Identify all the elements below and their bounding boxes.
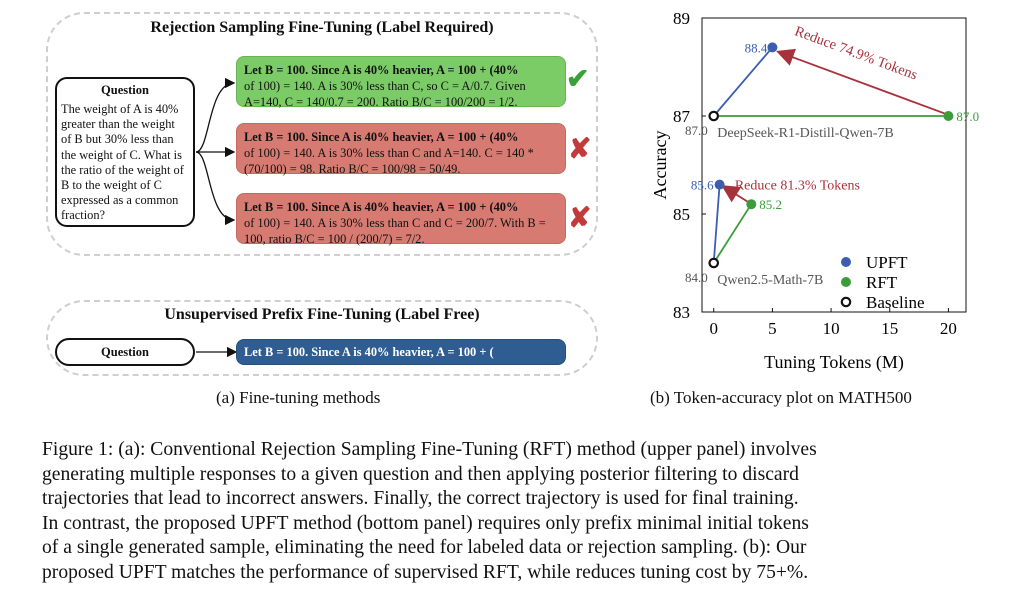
upft-arrow: [194, 344, 240, 360]
series-line: [714, 204, 752, 263]
check-icon: ✔: [566, 64, 590, 95]
panel-b-caption: (b) Token-accuracy plot on MATH500: [650, 388, 912, 407]
question-title: Question: [101, 83, 149, 97]
legend-marker: [842, 298, 850, 306]
series-line: [714, 185, 720, 263]
data-label: 85.6: [690, 177, 714, 193]
y-tick-label: 85: [673, 205, 690, 224]
x-tick-label: 20: [939, 319, 957, 338]
branch-arrows: [190, 60, 240, 250]
y-tick-label: 83: [673, 303, 690, 322]
legend-marker: [841, 257, 851, 267]
upft-panel-title: Unsupervised Prefix Fine-Tuning (Label Free): [164, 306, 480, 323]
x-tick-label: 5: [768, 319, 777, 338]
model-label: Qwen2.5-Math-7B: [717, 273, 824, 289]
rft-response-wrong-1: Let B = 100. Since A is 40% heavier, A = 100 + (40% of 100) = 140. A is 30% less than C and A=140. C = 140 * (70/100) = 98. Ratio B/C = 100/98 = 50/49.: [236, 123, 566, 174]
x-tick-label: 0: [709, 319, 718, 338]
data-label: 87.0: [684, 123, 708, 138]
y-axis-label: Accuracy: [650, 130, 670, 200]
data-label: 84.0: [684, 270, 708, 285]
annotation-label: Reduce 81.3% Tokens: [734, 178, 860, 194]
upft-response: Let B = 100. Since A is 40% heavier, A = 100 + (: [236, 339, 566, 365]
data-label: 85.2: [759, 197, 783, 213]
y-tick-label: 89: [673, 9, 690, 28]
cross-icon: ✘: [568, 134, 592, 165]
annotation-label: Reduce 74.9% Tokens: [792, 23, 920, 84]
rft-response-correct: Let B = 100. Since A is 40% heavier, A = 100 + (40% of 100) = 140. A is 30% less than C, so C = A/0.7. Given A=140, C = 140/0.7 = 200. Ratio B/C = 100/200 = 1/2.: [236, 56, 566, 107]
rft-question-box: [55, 77, 195, 227]
figure-caption: Figure 1: (a): Conventional Rejection Sampling Fine-Tuning (RFT) method (upper panel) involves generating multiple responses to a given question and then applying posterior filtering to discard trajectories that lead to incorrect answers. Finally, the correct trajectory is used for final training. In contrast, the proposed UPFT method (bottom panel) requires only prefix minimal initial tokens of a single generated sample, eliminating the need for labeled data or rejection sampling. (b): Our proposed UPFT matches the performance of supervised RFT, while reduces tuning cost by 75+%.: [42, 439, 817, 583]
rft-response-wrong-2: Let B = 100. Since A is 40% heavier, A = 100 + (40% of 100) = 140. A is 30% less than C and C = 200/7. With B = 100, ratio B/C = 100 / (200/7) = 7/2.: [236, 193, 566, 244]
legend-marker: [841, 277, 851, 287]
data-label: 87.0: [956, 109, 980, 124]
series-line: [714, 47, 773, 116]
legend-label: UPFT: [866, 253, 908, 272]
panel-a-caption: (a) Fine-tuning methods: [216, 388, 381, 407]
model-label: DeepSeek-R1-Distill-Qwen-7B: [717, 126, 894, 142]
upft-point: [767, 42, 777, 52]
x-tick-label: 10: [822, 319, 840, 338]
data-label: 88.4: [744, 40, 768, 56]
upft-point: [715, 180, 725, 190]
upft-question-box: [55, 338, 195, 366]
y-tick-label: 87: [673, 107, 690, 126]
x-tick-label: 15: [881, 319, 899, 338]
question-text: The weight of A is 40% greater than the weight of B but 30% less than the weight of C. What is the ratio of the weight of B to the weight of C expressed as a common fraction?: [61, 102, 184, 223]
x-axis-label: Tuning Tokens (M): [764, 352, 904, 372]
rft-panel-title: Rejection Sampling Fine-Tuning (Label Required): [150, 19, 494, 36]
upft-question-title: Question: [101, 345, 149, 359]
token-accuracy-chart: [640, 0, 1020, 385]
legend-label: RFT: [866, 273, 898, 292]
plot-frame: [702, 18, 966, 312]
rft-point: [746, 199, 756, 209]
legend-label: Baseline: [866, 293, 925, 312]
cross-icon: ✘: [568, 203, 592, 234]
baseline-point: [710, 112, 718, 120]
baseline-point: [710, 259, 718, 267]
rft-point: [943, 111, 953, 121]
